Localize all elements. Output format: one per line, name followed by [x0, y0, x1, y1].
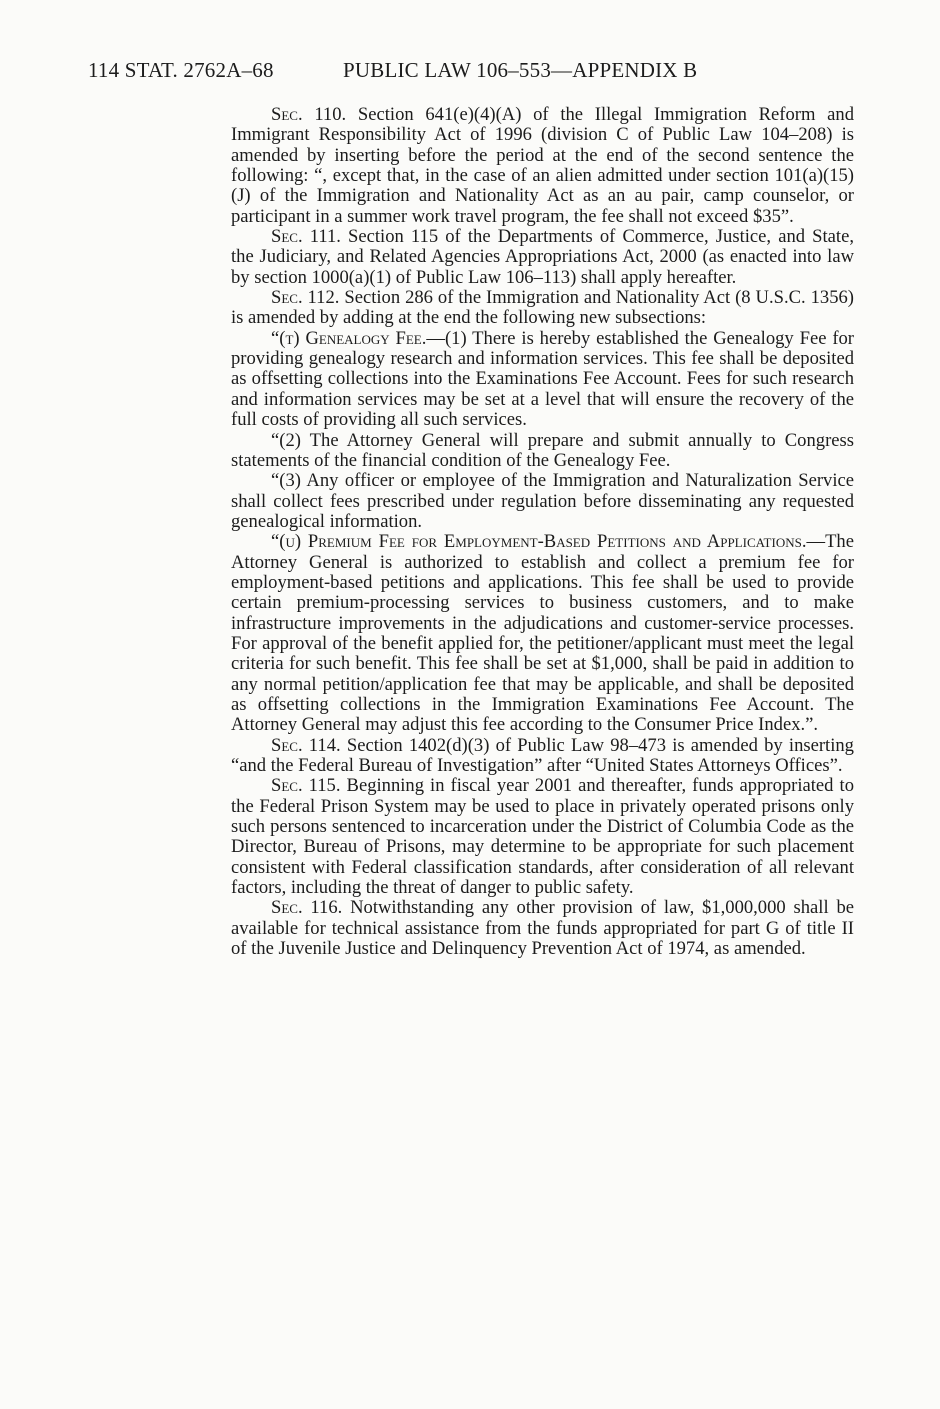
- subsection-t-paragraph-3: [231, 471, 854, 532]
- section-text: Section 1402(d)(3) of Public Law 98–473 is amended by inserting “and the Federal Bureau of Investigation” after “United States Attorneys Offices”.: [231, 734, 854, 776]
- section-text: Beginning in fiscal year 2001 and thereafter, funds appropriated to the Federal Prison System may be used to place in privately operated prisons only such persons sentenced to incarceration under the District of Columbia Code as the Director, Bureau of Prisons, may determine to be appropriate for such placement consistent with Federal classification standards, after consideration of all relevant factors, including the threat of danger to public safety.: [231, 775, 854, 899]
- body-text: [231, 105, 854, 959]
- subsection-t-genealogy-fee: [231, 329, 854, 431]
- section-label: Sec. 111.: [271, 226, 341, 248]
- section-label: Sec. 110.: [271, 104, 347, 125]
- subsection-text: —(1) There is hereby established the Genealogy Fee for providing genealogy research and information services. This fee shall be deposited as offsetting collections into the Examinations Fee Account. Fees for such research and information services may be set at a level that will ensure the recovery of the full costs of providing all such services.: [231, 327, 854, 431]
- section-text: Section 115 of the Departments of Commerce, Justice, and State, the Judiciary, and Related Agencies Appropriations Act, 2000 (as enacted into law by section 1000(a)(1) of Public Law 106–113) shall apply hereafter.: [231, 226, 854, 288]
- paragraph-text: “(2) The Attorney General will prepare and submit annually to Congress statements of the financial condition of the Genealogy Fee.: [231, 429, 854, 471]
- law-title: PUBLIC LAW 106–553—APPENDIX B: [343, 58, 698, 82]
- section-text: Section 286 of the Immigration and Nationality Act (8 U.S.C. 1356) is amended by adding at the end the following new subsections:: [231, 287, 854, 329]
- section-text: Section 641(e)(4)(A) of the Illegal Immigration Reform and Immigrant Responsibility Act of 1996 (division C of Public Law 104–208) is amended by inserting before the period at the end of the second sentence the following: “, except that, in the case of an alien admitted under section 101(a)(15)(J) of the Immigration and Nationality Act as an au pair, camp counselor, or participant in a summer work travel program, the fee shall not exceed $35”.: [231, 104, 854, 227]
- section-label: Sec. 115.: [271, 775, 341, 797]
- section-116: [231, 898, 854, 959]
- subsection-t-paragraph-2: [231, 431, 854, 472]
- section-label: Sec. 114.: [271, 734, 341, 756]
- section-text: Notwithstanding any other provision of law, $1,000,000 shall be available for technical assistance from the funds appropriated for part G of title II of the Juvenile Justice and Delinquency Prevention Act of 1974, as amended.: [231, 897, 854, 960]
- running-header: [88, 58, 848, 88]
- subsection-u-premium-fee: [231, 532, 854, 735]
- subsection-text: —The Attorney General is authorized to establish and collect a premium fee for employment-based petitions and applications. This fee shall be used to provide certain premium-processing services to business customers, and to make infrastructure improvements in the adjudications and customer-service processes. For approval of the benefit applied for, the petitioner/applicant must meet the legal criteria for such benefit. This fee shall be set at $1,000, shall be paid in addition to any normal petition/application fee that may be applicable, and shall be deposited as offsetting collections in the Immigration Examinations Fee Account. The Attorney General may adjust this fee according to the Consumer Price Index.”.: [231, 531, 854, 736]
- section-115: [231, 776, 854, 898]
- paragraph-text: “(3) Any officer or employee of the Immigration and Naturalization Service shall collect fees prescribed under regulation before disseminating any requested genealogical information.: [231, 470, 854, 532]
- section-label: Sec. 112.: [271, 287, 340, 309]
- section-label: Sec. 116.: [271, 897, 343, 919]
- section-112: [231, 288, 854, 329]
- subsection-heading: “(u) Premium Fee for Employment-Based Petitions and Applications.: [271, 531, 807, 553]
- section-110: [231, 105, 854, 227]
- subsection-heading: “(t) Genealogy Fee.: [271, 327, 427, 349]
- section-114: [231, 736, 854, 777]
- stat-citation: 114 STAT. 2762A–68: [88, 58, 274, 82]
- section-111: [231, 227, 854, 288]
